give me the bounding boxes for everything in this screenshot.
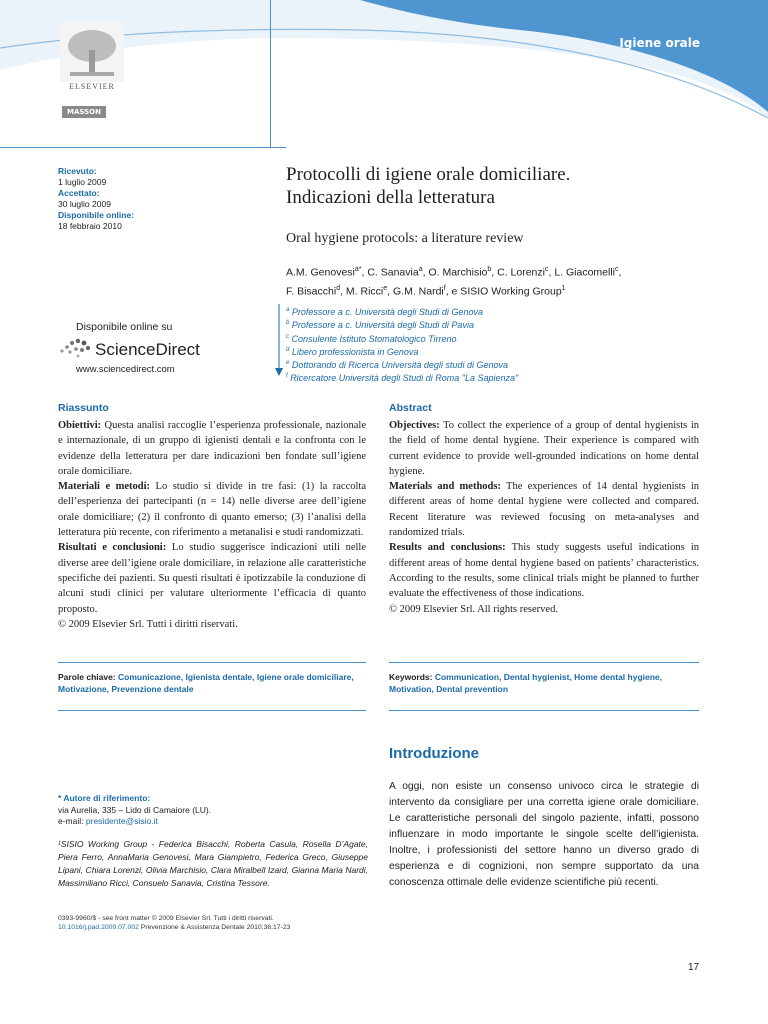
affiliation-f: $^f$ Ricercatore Università degli Studi di Roma "La Sapienza" — [286, 373, 519, 384]
abstract-kw-text: Communication, Dental hygienist, Home dental hygiene, Motivation, Dental prevention — [389, 672, 663, 694]
riassunto-obj-text: Questa analisi raccoglie l’esperienza professionale, nazionale e internazionale, di un gruppo di igienisti dentali e la confronta con le evidenze della letteratura per dare indicazioni ben fondate sull’igiene orale domiciliare. — [58, 420, 366, 477]
sciencedirect-available: Disponibile online su — [76, 321, 173, 333]
publisher-badge: MASSON — [62, 106, 106, 118]
abstract-heading: Abstract — [389, 402, 432, 414]
affiliations — [286, 305, 666, 385]
affiliation-arrow-icon — [275, 304, 283, 378]
intro-text: A oggi, non esiste un consenso univoco circa le strategie di intervento da consigliare per una corretta igiene orale domiciliare. Le caratteristiche personali del singolo paziente, infatti, possono influenzare in modo importante le singole scelte dell’igienista. Inoltre, i professionisti del settore hanno un diverso grado di esperienza e di cognizioni, non sempre supportato da una conoscenza ottimale delle evidenze scientifiche più recenti. — [389, 781, 699, 888]
accepted-value: 30 luglio 2009 — [58, 199, 111, 209]
riassunto-obj-label: Obiettivi: — [58, 420, 102, 431]
correspondence-block — [58, 793, 368, 828]
email-link[interactable]: presidente@sisio.it — [85, 816, 158, 826]
abstract-body — [389, 418, 699, 617]
vertical-rule — [270, 0, 271, 148]
riassunto-kw-label: Parole chiave: — [58, 672, 116, 682]
affiliation-c: $^c$ Consulente Istituto Stomatologico Tirreno — [286, 333, 457, 344]
riassunto-kw-rule — [58, 662, 366, 663]
abstract-bottom-rule — [389, 710, 699, 711]
article-subtitle: Oral hygiene protocols: a literature review — [286, 231, 524, 246]
riassunto-methods-text: Lo studio si divide in tre fasi: (1) la raccolta dell’esperienza dei partecipanti (n = 14) nelle diverse aree dell’igiene orale domiciliare; (2) il confronto di quanto emerso; (3) l’analisi della letteratura più recente, con riferimento a metanalisi e studi randomizzati. — [58, 481, 366, 539]
sciencedirect-name: ScienceDirect — [95, 340, 200, 359]
affiliation-a: $^a$ Professore a c. Università degli Studi di Genova — [286, 307, 483, 317]
abstract-obj-label: Objectives: — [389, 420, 440, 431]
correspondence-label: * Autore di riferimento: — [58, 793, 151, 803]
page-number: 17 — [688, 962, 700, 973]
top-rule — [0, 147, 286, 148]
riassunto-heading: Riassunto — [58, 402, 109, 414]
riassunto-body — [58, 418, 366, 632]
title-line-1: Protocolli di igiene orale domiciliare. — [286, 164, 571, 185]
online-value: 18 febbraio 2010 — [58, 221, 122, 231]
authors — [286, 262, 706, 299]
footer-block — [58, 914, 378, 932]
abstract-results-label: Results and conclusions: — [389, 542, 506, 554]
riassunto-copyright: © 2009 Elsevier Srl. Tutti i diritti riservati. — [58, 618, 238, 630]
publisher-name: ELSEVIER — [69, 82, 115, 91]
abstract-section — [389, 402, 699, 617]
sciencedirect-dots-icon — [58, 337, 94, 359]
received-value: 1 luglio 2009 — [58, 177, 107, 187]
abstract-results-text: This study suggests useful indications in different areas of home dental hygiene based on patients’ characteristics. According to the results, some clinical trials might be planned to further evaluate the effectiveness of those indications. — [389, 542, 699, 600]
affiliation-e: $^e$ Dottorando di Ricerca Università degli studi di Genova — [286, 360, 508, 371]
working-group-note: ¹SISIO Working Group - Federica Bisacchi, Roberta Casula, Rosella D’Agate, Piera Ferro, AnnaMaria Genovesi, Mara Giampietro, Federica Greco, Giuseppe Lipani, Chiara Lorenzi, Olivia Marchisio, Clara Miralbell Izard, Gianna Maria Nardi, Massimiliano Ricci, Consuelo Sanavia, Cristina Tessore. — [58, 839, 368, 888]
section-label: Igiene orale — [619, 36, 700, 50]
riassunto-section — [58, 402, 366, 632]
affiliation-d: $^d$ Libero professionista in Genova — [286, 346, 419, 357]
footer-citation — [58, 923, 378, 932]
riassunto-results-label: Risultati e conclusioni: — [58, 542, 167, 554]
dates-block — [58, 166, 134, 232]
article-title — [286, 163, 706, 209]
riassunto-bottom-rule — [58, 710, 366, 711]
affiliation-b: $^b$ Professore a c. Università degli Studi di Pavia — [286, 320, 474, 331]
riassunto-results-text: Lo studio suggerisce indicazioni utili nelle diverse aree dell’igiene orale domiciliare, in relazione alle caratteristiche specifiche dei pazienti. Su questi risultati è ipotizzabile la conduzione di alcuni studi clinici per valutare ulteriormente l’efficacia di quanto proposto. — [58, 542, 366, 615]
correspondence-email-row — [58, 816, 368, 828]
correspondence-address: via Aurelia, 335 – Lido di Camaiore (LU). — [58, 804, 212, 815]
intro-heading: Introduzione — [389, 745, 479, 762]
footer-doi[interactable]: 10.1016/j.pad.2009.07.002 — [58, 924, 139, 931]
abstract-kw-rule — [389, 662, 699, 663]
abstract-copyright: © 2009 Elsevier Srl. All rights reserved. — [389, 603, 558, 615]
received-label: Ricevuto: — [58, 166, 97, 176]
accepted-label: Accettato: — [58, 188, 100, 198]
email-label: e-mail: — [58, 816, 84, 826]
sciencedirect-url[interactable]: www.sciencedirect.com — [76, 364, 175, 375]
abstract-kw-label: Keywords: — [389, 672, 433, 682]
footer-journal: Prevenzione & Assistenza Dentale 2010;36:17-23 — [140, 924, 291, 931]
elsevier-tree-logo-icon — [60, 22, 124, 82]
abstract-obj-text: To collect the experience of a group of dental hygienists in the field of home dental hygiene. Their experience is compared with current evidence to provide well-grounded indications on home dental hygiene. — [389, 420, 699, 477]
riassunto-keywords — [58, 671, 366, 695]
abstract-keywords — [389, 671, 699, 695]
title-line-2: Indicazioni della letteratura — [286, 187, 495, 208]
online-label: Disponibile online: — [58, 210, 135, 220]
authors-line-1: A.M. Genovesi$^{a*}$, C. Sanavia$^a$, O. Marchisio$^b$, C. Lorenzi$^c$, L. Giacomelli$^c$, — [286, 266, 622, 279]
authors-line-2: F. Bisacchi$^d$, M. Ricci$^e$, G.M. Nardi$^f$, e SISIO Working Group$^1$ — [286, 284, 566, 297]
abstract-methods-label: Materials and methods: — [389, 481, 501, 493]
riassunto-methods-label: Materiali e metodi: — [58, 481, 151, 493]
abstract-methods-text: The experiences of 14 dental hygienists in different areas of home dental hygiene were collected and compared. Recent literature was reviewed focusing on meta-analyses and randomized trials. — [389, 481, 700, 539]
footer-issn: 0393-9960/$ - see front matter © 2009 Elsevier Srl. Tutti i diritti riservati. — [58, 915, 274, 922]
riassunto-kw-text: Comunicazione, Igienista dentale, Igiene orale domiciliare, Motivazione, Prevenzione dentale — [58, 672, 354, 694]
